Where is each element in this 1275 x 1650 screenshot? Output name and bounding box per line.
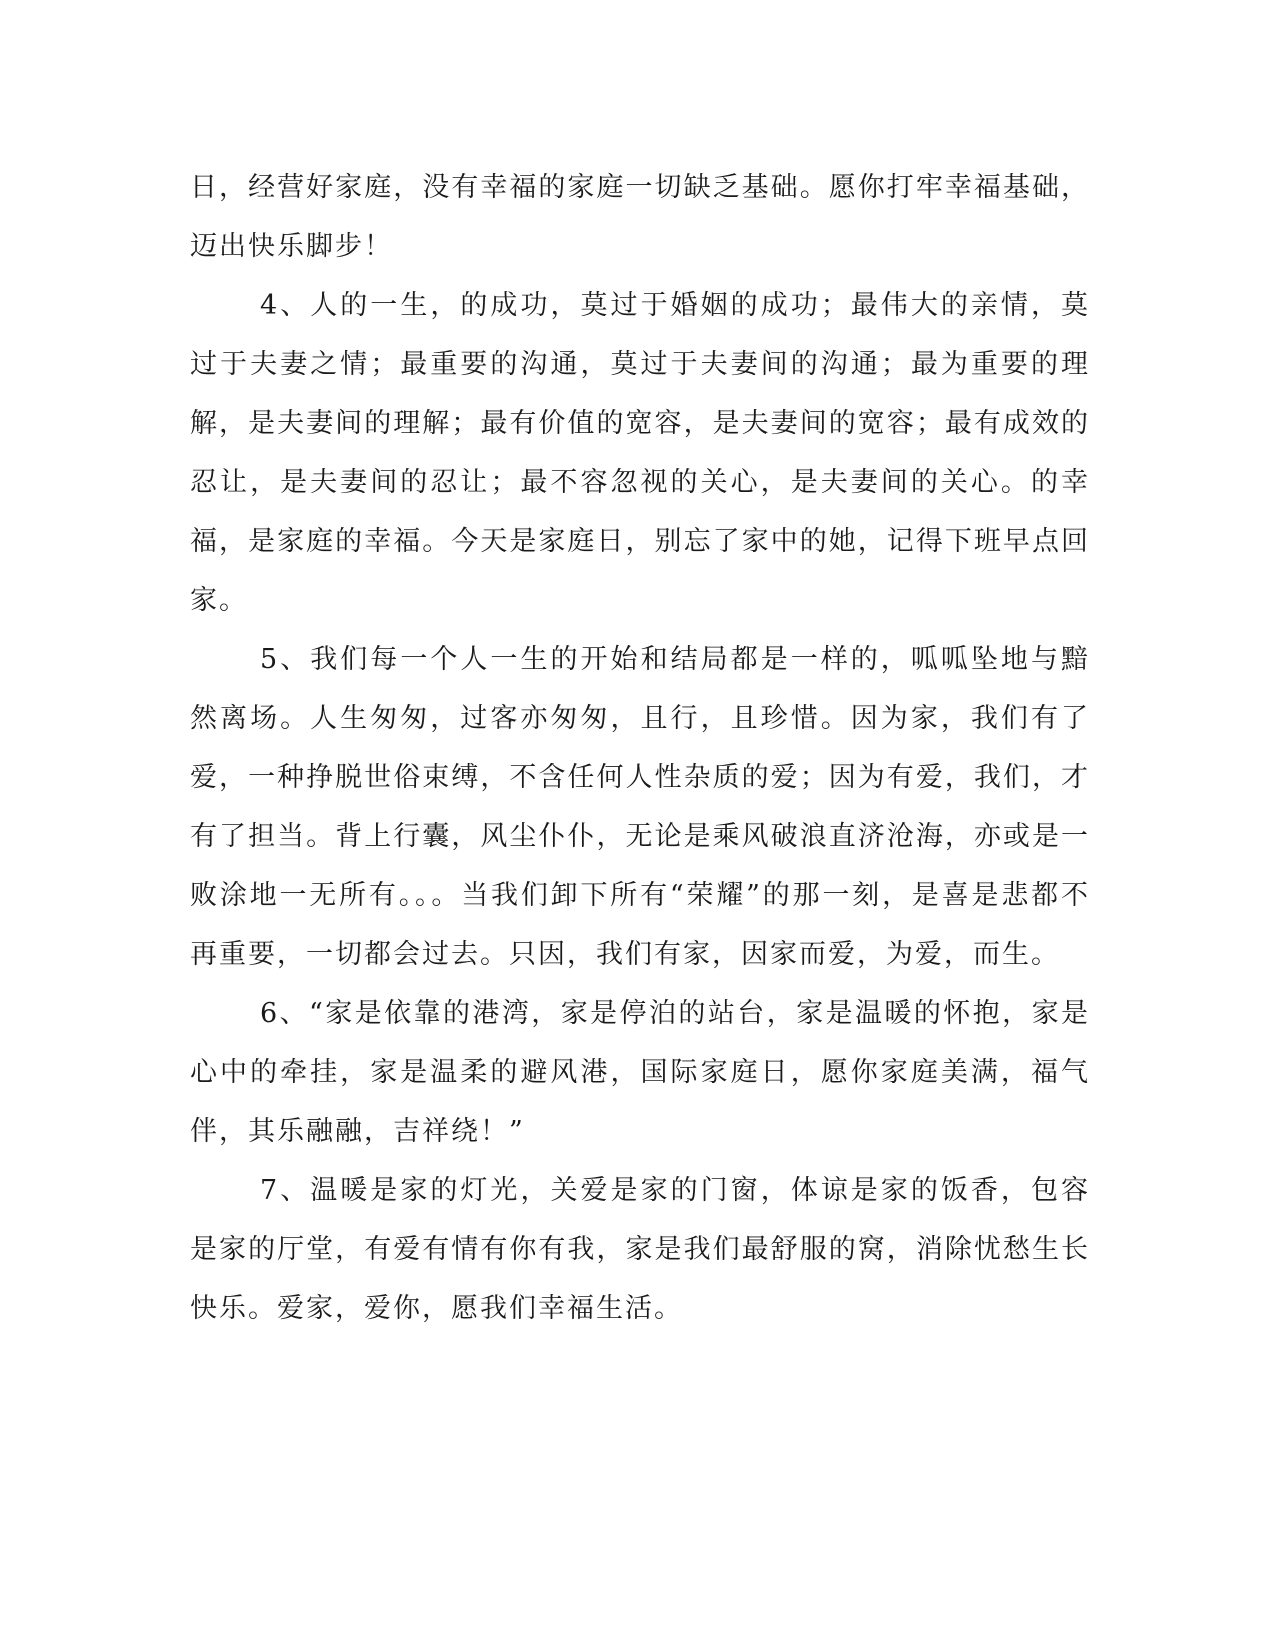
paragraph-item-5: 5、我们每一个人一生的开始和结局都是一样的，呱呱坠地与黯然离场。人生匆匆，过客亦匆匆，且行，且珍惜。因为家，我们有了爱，一种挣脱世俗束缚，不含任何人性杂质的爱；因为有爱，我们，才有了担当。背上行囊，风尘仆仆，无论是乘风破浪直济沧海，亦或是一败涂地一无所有。。。当我们卸下所有“荣耀”的那一刻，是喜是悲都不再重要，一切都会过去。只因，我们有家，因家而爱，为爱，而生。 [190,644,1090,970]
paragraph-item-7: 7、温暖是家的灯光，关爱是家的门窗，体谅是家的饭香，包容是家的厅堂，有爱有情有你有我，家是我们最舒服的窝，消除忧愁生长快乐。爱家，爱你，愿我们幸福生活。 [190,1175,1090,1324]
document-body [190,158,1090,1338]
paragraph-item-4: 4、人的一生，的成功，莫过于婚姻的成功；最伟大的亲情，莫过于夫妻之情；最重要的沟通，莫过于夫妻间的沟通；最为重要的理解，是夫妻间的理解；最有价值的宽容，是夫妻间的宽容；最有成效的忍让，是夫妻间的忍让；最不容忽视的关心，是夫妻间的关心。的幸福，是家庭的幸福。今天是家庭日，别忘了家中的她，记得下班早点回家。 [190,290,1090,616]
paragraph-item-6: 6、“家是依靠的港湾，家是停泊的站台，家是温暖的怀抱，家是心中的牵挂，家是温柔的避风港，国际家庭日，愿你家庭美满，福气伴，其乐融融，吉祥绕！” [190,998,1090,1147]
paragraph-continuation: 日，经营好家庭，没有幸福的家庭一切缺乏基础。愿你打牢幸福基础，迈出快乐脚步！ [190,172,1090,262]
